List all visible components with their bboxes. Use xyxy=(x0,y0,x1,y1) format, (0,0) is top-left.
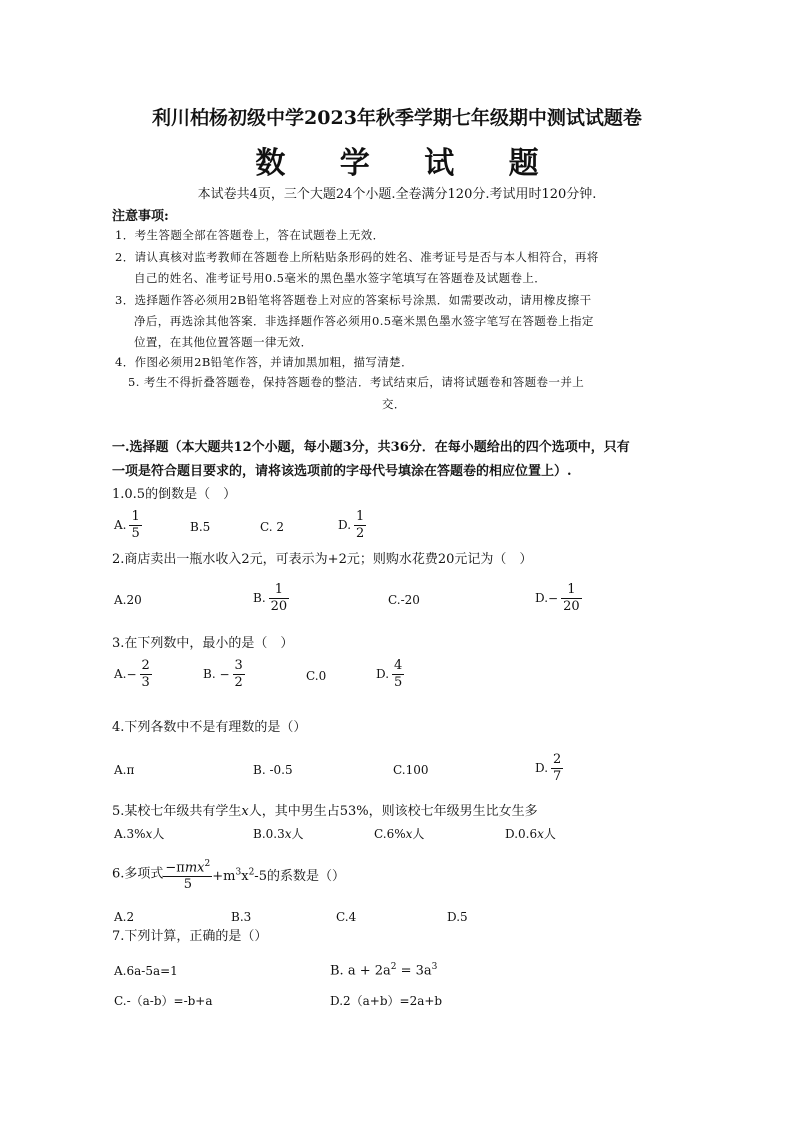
question-5-option-c: C.6%x人 xyxy=(374,827,425,841)
section-1-heading: 一.选择题（本大题共12个小题，每小题3分，共36分．在每小题给出的四个选项中，只有 xyxy=(112,440,630,455)
note-4: 4．作图必须用2B铅笔作答，并请加黑加粗，描写清楚． xyxy=(115,355,413,369)
fraction: $\frac{3}{2}$ xyxy=(234,658,243,690)
question-3-option-a: A.− $\frac{2}{3}$ xyxy=(114,658,150,690)
question-5-option-d: D.0.6x人 xyxy=(505,827,556,841)
notes-heading: 注意事项: xyxy=(112,209,169,224)
fraction: $\frac{1}{20}$ xyxy=(270,582,288,614)
question-2-stem: 2.商店卖出一瓶水收入2元，可表示为+2元；则购水花费20元记为（ ） xyxy=(112,552,533,567)
question-5-option-a: A.3%x人 xyxy=(114,827,165,841)
fraction: $\frac{-\pi mx^2}{5}$ xyxy=(165,859,211,893)
note-3-cont-2: 位置，在其他位置答题一律无效． xyxy=(134,335,313,349)
note-2: 2．请认真核对监考教师在答题卷上所粘贴条形码的姓名、准考证号是否与本人相符合，再将 xyxy=(115,250,599,264)
section-1-instructions: 一项是符合题目要求的，请将该选项前的字母代号填涂在答题卷的相应位置上）. xyxy=(112,464,572,479)
note-3: 3．选择题作答必须用2B铅笔将答题卷上对应的答案标号涂黑．如需要改动，请用橡皮擦干 xyxy=(115,293,592,307)
question-4-option-c: C.100 xyxy=(393,763,429,777)
note-5: 5. 考生不得折叠答题卷，保持答题卷的整洁．考试结束后，请将试题卷和答题卷一并上 xyxy=(128,375,585,389)
question-1-stem: 1.0.5的倒数是（ ） xyxy=(112,487,237,502)
note-3-cont-1: 净后，再选涂其他答案．非选择题作答必须用0.5毫米黑色墨水签字笔写在答题卷上指定 xyxy=(134,314,594,328)
question-1-option-d: D. $\frac{1}{2}$ xyxy=(338,509,365,541)
fraction: $\frac{2}{3}$ xyxy=(141,658,150,690)
fraction: $\frac{1}{20}$ xyxy=(563,582,580,614)
exam-intro: 本试卷共4页，三个大题24个小题.全卷满分120分.考试用时120分钟. xyxy=(197,187,597,202)
question-7-stem: 7.下列计算，正确的是（） xyxy=(112,929,268,944)
fraction: $\frac{2}{7}$ xyxy=(553,752,562,784)
note-5-cont: 交． xyxy=(382,397,406,411)
note-1: 1．考生答题全部在答题卷上，答在试题卷上无效． xyxy=(115,228,385,242)
question-4-option-d: D. $\frac{2}{7}$ xyxy=(535,752,562,784)
question-7-option-c: C.-（a-b）=-b+a xyxy=(114,994,213,1008)
fraction: $\frac{4}{5}$ xyxy=(394,658,403,690)
question-2-option-c: C.-20 xyxy=(388,593,420,607)
question-6-option-d: D.5 xyxy=(447,910,468,924)
question-4-option-b: B. -0.5 xyxy=(253,763,293,777)
question-3-option-c: C.0 xyxy=(306,669,327,683)
fraction: $\frac{1}{5}$ xyxy=(131,509,140,541)
question-7-option-d: D.2（a+b）=2a+b xyxy=(330,994,443,1008)
question-7-option-b: B. $a + 2a^2 = 3a^3$ xyxy=(330,962,438,979)
question-6-option-c: C.4 xyxy=(336,910,357,924)
question-2-option-d: D.− $\frac{1}{20}$ xyxy=(535,582,580,614)
question-1-option-b: B.5 xyxy=(190,520,211,534)
question-4-option-a: A.π xyxy=(114,763,135,777)
question-5-stem: 5.某校七年级共有学生x人，其中男生占53%，则该校七年级男生比女生多 xyxy=(112,804,538,819)
question-3-stem: 3.在下列数中，最小的是（ ） xyxy=(112,636,294,651)
question-6-option-b: B.3 xyxy=(231,910,252,924)
question-1-option-a: A. $\frac{1}{5}$ xyxy=(114,509,140,541)
question-6-stem: 6.多项式 $\frac{-\pi mx^2}{5}$ $+m^3x^2-5$的系数是（） xyxy=(112,856,345,893)
note-2-cont: 自己的姓名、准考证号用0.5毫米的黑色墨水签字笔填写在答题卷及试题卷上． xyxy=(134,271,547,285)
question-3-option-b: B. − $\frac{3}{2}$ xyxy=(203,658,243,690)
question-1-option-c: C. 2 xyxy=(260,520,285,534)
fraction: $\frac{1}{2}$ xyxy=(356,509,365,541)
question-7-option-a: A.6a-5a=1 xyxy=(114,964,178,978)
exam-title: 利川柏杨初级中学2023年秋季学期七年级期中测试试题卷 xyxy=(152,107,642,129)
question-4-stem: 4.下列各数中不是有理数的是（） xyxy=(112,720,307,735)
subject-title: 数 学 试 题 xyxy=(255,146,561,181)
question-5-option-b: B.0.3x人 xyxy=(253,827,304,841)
question-2-option-b: B. $\frac{1}{20}$ xyxy=(253,582,288,614)
question-2-option-a: A.20 xyxy=(114,593,142,607)
question-6-option-a: A.2 xyxy=(114,910,135,924)
question-3-option-d: D. $\frac{4}{5}$ xyxy=(376,658,403,690)
